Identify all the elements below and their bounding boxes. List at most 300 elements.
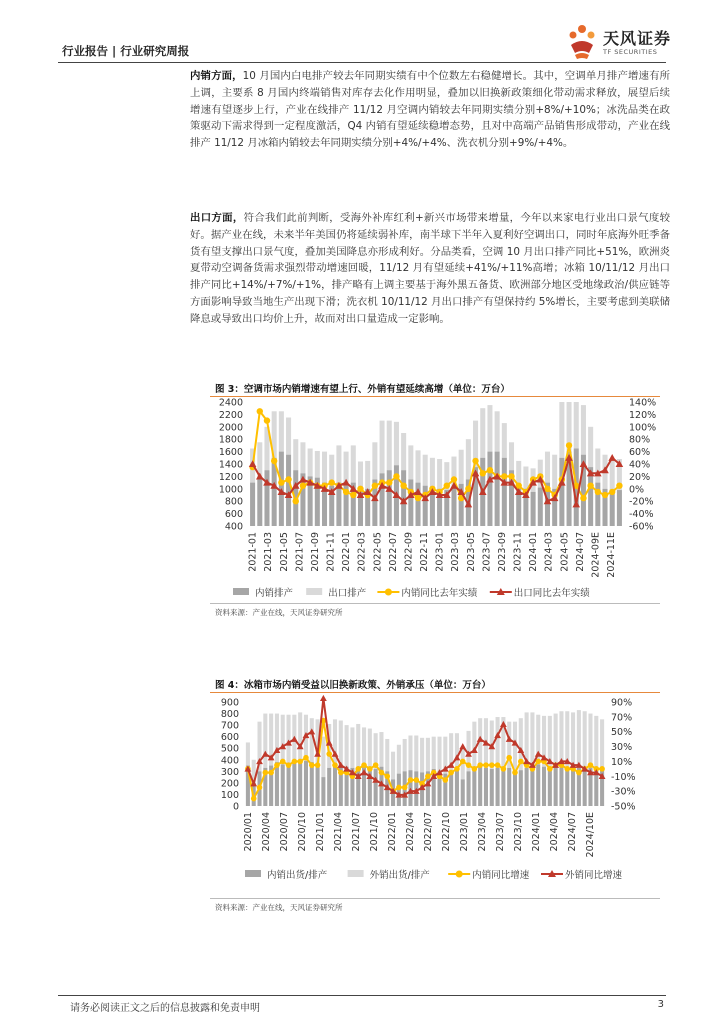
export-bar [610,460,615,492]
x-tick-label: 2023/10 [512,812,524,852]
y-tick-label: 200 [220,778,239,790]
domestic-yoy-point [373,762,379,768]
y-tick-label: 2000 [218,422,243,434]
fridge-chart [205,694,665,894]
y-tick-label: 500 [220,743,239,755]
domestic-yoy-point [609,489,615,495]
export-bar [588,427,593,467]
domestic-yoy-point [444,483,450,489]
domestic-bar [554,767,558,806]
x-tick-label: 2023-07 [481,532,493,572]
domestic-yoy-point [512,770,518,776]
domestic-yoy-point [472,766,478,772]
export-bar [397,745,401,774]
export-yoy-point [535,751,542,757]
ac-chart [205,396,665,606]
domestic-yoy-point [408,777,414,783]
figure-title: 图 4：冰箱市场内销受益以旧换新政策、外销承压（单位：万台） [215,680,491,691]
export-bar [401,433,406,470]
x-tick-label: 2022-03 [356,532,368,572]
x-tick-label: 2021/01 [314,812,326,852]
x-tick-label: 2022-01 [341,532,353,572]
export-bar [437,459,442,489]
export-bar [408,445,413,479]
x-tick-label: 2024/04 [548,812,560,852]
export-bar [279,411,284,451]
domestic-yoy-point [460,759,466,765]
domestic-yoy-point [413,777,419,783]
export-yoy-point [500,721,507,727]
export-bar [588,714,592,768]
domestic-bar [455,770,459,806]
domestic-yoy-point [386,479,392,485]
domestic-bar [461,779,465,806]
legend-label: 外销出货/排产 [369,870,430,881]
domestic-bar [449,771,453,806]
domestic-bar [583,767,587,806]
export-yoy-point [580,460,588,467]
y2-tick-label: -60% [629,521,654,533]
y2-tick-label: 90% [611,697,633,709]
export-yoy-point [308,728,315,734]
domestic-bar [374,769,378,806]
x-tick-label: 2024/07 [566,812,578,852]
domestic-bar [250,483,255,526]
domestic-yoy-point [466,762,472,768]
export-bar [559,711,563,765]
y2-tick-label: -40% [629,509,654,521]
x-tick-label: 2022-11 [419,532,431,572]
legend-swatch [245,870,261,877]
legend-label: 出口同比去年实绩 [513,588,590,599]
domestic-bar [531,492,536,526]
domestic-yoy-point [402,785,408,791]
x-tick-label: 2024/10E [584,812,596,858]
x-tick-label: 2023-05 [465,532,477,572]
x-tick-label: 2023-11 [512,532,524,572]
domestic-bar [287,766,291,806]
domestic-yoy-point [544,486,550,492]
export-bar [574,402,579,449]
domestic-bar [507,768,511,806]
x-tick-label: 2024-05 [559,532,571,572]
x-tick-label: 2023-01 [434,532,446,572]
legend-label: 内销同比去年实绩 [401,588,478,599]
x-tick-label: 2022/10 [440,812,452,852]
y2-tick-label: -30% [611,786,636,798]
figure-title: 图 3：空调市场内销增速有望上行、外销有望延续高增（单位：万台） [215,384,510,395]
domestic-yoy-point [508,473,514,479]
domestic-bar [484,768,488,806]
export-bar [394,422,399,465]
legend-marker [456,871,463,878]
logo-en: TF SECURITIES [603,48,658,56]
domestic-bar [333,766,337,806]
domestic-bar [501,767,505,806]
y-tick-label: 800 [224,496,243,508]
export-bar [321,737,325,777]
export-bar [358,462,363,488]
y2-tick-label: 30% [611,742,633,754]
x-tick-label: 2023/07 [494,812,506,852]
y-tick-label: 2400 [218,397,243,409]
domestic-bar [281,764,285,806]
y-tick-label: 400 [220,755,239,767]
legend-label: 内销同比增速 [472,870,530,881]
legend-swatch [348,870,364,877]
x-tick-label: 2021/07 [350,812,362,852]
y2-tick-label: 80% [629,434,651,446]
domestic-bar [327,768,331,806]
export-bar [513,722,517,772]
export-yoy-point [342,479,350,486]
y-tick-label: 800 [220,709,239,721]
y2-tick-label: 10% [611,756,633,768]
export-bar [577,710,581,768]
export-bar [308,449,313,477]
domestic-yoy-point [454,766,460,772]
export-bar [545,452,550,483]
domestic-yoy-point [393,473,399,479]
x-tick-label: 2021-11 [325,532,337,572]
domestic-bar [321,777,325,806]
domestic-yoy-point [329,479,335,485]
export-bar [430,458,435,488]
figure-source: 资料来源：产业在线，天风证券研究所 [215,608,343,617]
x-tick-label: 2022-05 [372,532,384,572]
y2-tick-label: 50% [611,727,633,739]
export-bar [416,450,421,482]
x-tick-label: 2023/04 [476,812,488,852]
domestic-yoy-point [280,759,286,765]
domestic-yoy-point [506,755,512,761]
y2-tick-label: -20% [629,496,654,508]
legend-swatch [306,588,322,595]
domestic-yoy-point [587,483,593,489]
domestic-bar [502,458,507,526]
logo-icon [565,23,599,61]
domestic-bar [264,470,269,526]
domestic-yoy-point [292,759,298,765]
domestic-bar [451,488,456,526]
domestic-yoy-point [257,408,263,414]
x-tick-label: 2024-11E [606,532,618,578]
domestic-yoy-point [309,762,315,768]
paragraph-export [190,210,670,328]
domestic-yoy-point [285,476,291,482]
export-yoy-point [249,460,257,467]
domestic-yoy-point [487,467,493,473]
x-tick-label: 2022/04 [404,812,416,852]
paragraph-lead: 出口方面， [190,212,244,224]
legend-label: 外销同比增速 [565,870,623,881]
export-yoy-point [572,501,580,508]
export-bar [263,714,267,768]
export-bar [487,405,492,452]
x-tick-label: 2020/10 [296,812,308,852]
export-bar [281,715,285,765]
paragraph-body: 10 月国内白电排产较去年同期实绩有中个位数左右稳健增长。其中，空调单月排产增速有所上调，主要系 8 月国内终端销售对库存去化作用明显，叠加以旧换新政策细化带动需求释放，展望后续增速有望逐步上行，产业在线排产 11/12 月空调内销较去年同期实绩分别+8%/+10%；冰洗品类在政策驱动下需求得到一定程度激活，Q4 内销有望延续稳增态势，且对中高端产品销售形成带动，产业在线排产 11/12 月冰箱内销较去年同期实绩分别+4%/+4%、洗衣机分别+9%/+4%。 [190,70,670,150]
domestic-yoy-point [379,770,385,776]
legend-swatch [233,588,249,595]
domestic-yoy-point [595,489,601,495]
export-bar [600,719,604,768]
figure-bottom-rule [210,603,660,604]
x-tick-label: 2022/01 [386,812,398,852]
export-bar [496,717,500,768]
domestic-bar [292,763,296,806]
y-tick-label: 1600 [218,447,243,459]
x-tick-label: 2021-05 [278,532,290,572]
y2-tick-label: 40% [629,459,651,471]
export-yoy-point [320,695,327,701]
domestic-bar [496,768,500,806]
export-bar [420,738,424,773]
domestic-yoy-point [372,483,378,489]
x-tick-label: 2022-07 [387,532,399,572]
y2-tick-label: 100% [629,422,657,434]
figure-source: 资料来源：产业在线，天风证券研究所 [215,903,343,912]
domestic-yoy-point [501,473,507,479]
export-bar [466,439,471,479]
paragraph-body: 符合我们此前判断，受海外补库红利+新兴市场带来增量，今年以来家电行业出口景气度较好。据产业在线，未来半年美国仍将延续弱补库，南半球下半年入夏利好空调出口，同时年底海外旺季备货有望支撑出口景气度，叠加美国降息亦形成利好。分品类看，空调 10 月出口排产同比+51%，欧洲炎夏带动空调备货需求强烈带动增速回暖，11/12 月有望延续+41%/+11%高增；冰箱 10/11/12 月出口排产同比+14%/+7%/+1%，排产略有上调主要基于海外黑五备货、欧洲部分地区受地缘政治/供应链等方面影响导致当地生产出现下滑；洗衣机 10/11/12 月出口排产有望保持约 5%增长，主要考虑到美联储降息或导致出口均价上升，故而对出口量造成一定影响。 [190,212,671,325]
domestic-yoy-point [384,773,390,779]
legend-marker [385,589,392,596]
export-bar [472,722,476,768]
domestic-bar [525,768,529,806]
domestic-yoy-point [357,486,363,492]
domestic-yoy-point [274,762,280,768]
y-tick-label: 900 [220,697,239,709]
export-bar [315,451,320,478]
export-bar [581,405,586,455]
domestic-yoy-point [443,777,449,783]
x-tick-label: 2021/04 [332,812,344,852]
paragraph-lead: 内销方面， [190,70,243,82]
export-bar [322,452,327,483]
x-tick-label: 2020/07 [278,812,290,852]
export-bar [286,418,291,455]
x-tick-label: 2023-03 [450,532,462,572]
x-tick-label: 2021-01 [247,532,259,572]
domestic-bar [336,483,341,526]
export-bar [351,445,356,482]
export-bar [246,742,250,765]
figure-rule [210,692,660,693]
y2-tick-label: 60% [629,447,651,459]
domestic-bar [298,762,302,806]
domestic-bar [542,767,546,806]
y-tick-label: 1000 [218,484,243,496]
y2-tick-label: 140% [629,397,657,409]
domestic-bar [548,768,552,806]
export-bar [480,408,485,458]
y2-tick-label: 0% [629,484,645,496]
export-bar [298,712,302,762]
domestic-bar [490,769,494,806]
domestic-bar [472,768,476,806]
domestic-bar [565,767,569,806]
export-bar [365,461,370,489]
export-bar [459,450,464,484]
y-tick-label: 100 [220,789,239,801]
y-tick-label: 600 [220,732,239,744]
export-bar [380,421,385,474]
y-tick-label: 0 [232,801,239,813]
report-type: 行业报告 | 行业研究周报 [62,44,190,58]
export-bar [345,725,349,767]
export-yoy-point [459,743,466,749]
export-bar [571,712,575,769]
export-bar [583,711,587,766]
export-bar [336,445,341,482]
x-tick-label: 2023/01 [458,812,470,852]
tf-securities-logo [565,23,675,63]
export-bar [594,716,598,769]
x-tick-label: 2024-01 [528,532,540,572]
export-bar [368,729,372,768]
export-bar [595,449,600,483]
domestic-yoy-point [602,492,608,498]
domestic-yoy-point [361,762,367,768]
domestic-yoy-point [300,483,306,489]
export-bar [403,739,407,771]
domestic-yoy-point [338,770,344,776]
legend-label: 内销排产 [255,588,294,599]
export-bar [509,442,514,470]
export-bar [275,714,279,763]
y2-tick-label: 20% [629,471,651,483]
domestic-bar [286,455,291,526]
domestic-yoy-point [489,762,495,768]
domestic-yoy-point [355,766,361,772]
export-bar [426,738,430,772]
domestic-bar [495,452,500,526]
footer-divider [58,995,666,996]
x-tick-label: 2023-09 [496,532,508,572]
x-tick-label: 2024-03 [543,532,555,572]
domestic-bar [513,771,517,806]
domestic-bar [536,764,540,806]
domestic-yoy-point [251,796,257,802]
domestic-bar [538,488,543,526]
domestic-yoy-point [293,498,299,504]
y2-tick-label: 70% [611,712,633,724]
domestic-yoy-point [518,759,524,765]
x-tick-label: 2024/01 [530,812,542,852]
domestic-yoy-point [599,766,605,772]
x-tick-label: 2024-09E [590,532,602,578]
legend-label: 内销出货/排产 [267,870,328,881]
export-bar [362,727,366,765]
domestic-bar [387,470,392,526]
domestic-bar [304,761,308,806]
domestic-bar [571,769,575,806]
domestic-bar [316,764,320,806]
export-bar [300,442,305,473]
domestic-yoy-point [477,762,483,768]
export-yoy-point [506,736,513,742]
domestic-yoy-point [501,766,507,772]
x-tick-label: 2022-09 [403,532,415,572]
domestic-bar [530,769,534,806]
domestic-yoy-point [480,470,486,476]
y-tick-label: 600 [224,509,243,521]
domestic-bar [257,480,262,527]
domestic-yoy-point [425,773,431,779]
domestic-yoy-point [264,417,270,423]
export-bar [432,737,436,769]
export-bar [408,736,412,771]
y2-tick-label: -50% [611,801,636,813]
disclaimer: 请务必阅读正文之后的信息披露和免责申明 [70,1003,260,1014]
domestic-yoy-point [271,458,277,464]
export-bar [372,442,377,479]
domestic-yoy-point [483,762,489,768]
y-tick-label: 1800 [218,434,243,446]
export-yoy-point [361,769,368,775]
export-yoy-point [299,476,307,483]
export-yoy-point [262,751,269,757]
domestic-bar [275,762,279,806]
domestic-yoy-point [576,770,582,776]
domestic-yoy-point [303,755,309,761]
domestic-yoy-point [588,762,594,768]
domestic-yoy-point [566,442,572,448]
domestic-yoy-point [268,770,274,776]
domestic-yoy-point [396,785,402,791]
domestic-yoy-point [297,759,303,765]
export-bar [414,736,418,772]
export-bar [552,455,557,489]
y-tick-label: 1200 [218,471,243,483]
export-bar [437,737,441,772]
domestic-yoy-point [472,458,478,464]
export-bar [350,727,354,767]
domestic-yoy-point [326,751,332,757]
domestic-yoy-point [451,476,457,482]
domestic-yoy-point [564,766,570,772]
export-bar [423,455,428,486]
domestic-bar [356,767,360,806]
export-bar [379,732,383,767]
y-tick-label: 300 [220,766,239,778]
domestic-yoy-point [448,770,454,776]
domestic-yoy-point [286,762,292,768]
page-header [0,0,724,70]
export-yoy-point [477,736,484,742]
x-tick-label: 2022/07 [422,812,434,852]
paragraph-domestic [190,68,670,152]
export-bar [356,724,360,767]
export-bar [293,439,298,470]
domestic-yoy-point [367,766,373,772]
export-yoy-point [414,488,422,495]
y2-tick-label: -10% [611,771,636,783]
x-tick-label: 2021/10 [368,812,380,852]
x-tick-label: 2021-09 [309,532,321,572]
figure-bottom-rule [210,898,660,899]
y-tick-label: 1400 [218,459,243,471]
domestic-bar [423,486,428,526]
domestic-bar [610,492,615,526]
export-bar [455,733,459,770]
domestic-yoy-point [278,479,284,485]
domestic-yoy-point [495,762,501,768]
legend-label: 出口排产 [328,588,367,599]
domestic-yoy-point [415,495,421,501]
export-yoy-point [608,454,616,461]
